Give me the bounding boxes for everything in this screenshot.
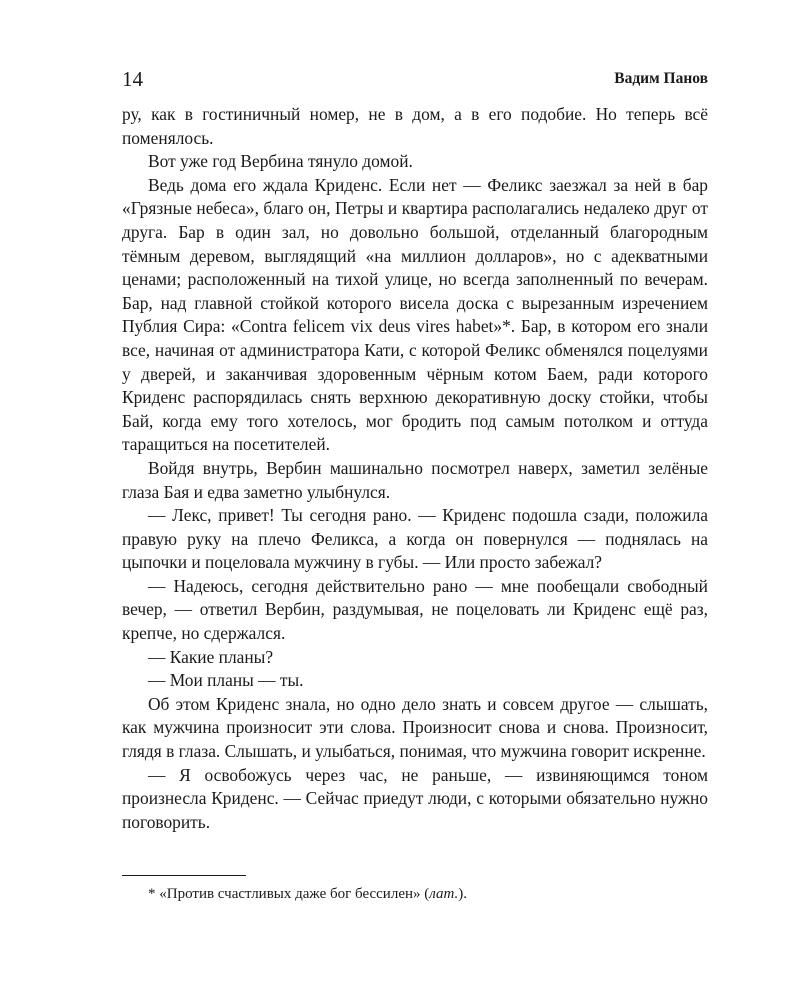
paragraph-9: Об этом Криденс знала, но одно дело знать и совсем другое — слышать, как мужчина произносит эти слова. Произносит снова и снова. Произносит, глядя в глаза. Слышать, и улыбаться, понимая, что мужчина говорит искренне. (122, 693, 708, 762)
body-text (122, 103, 708, 834)
footnote (148, 884, 708, 904)
paragraph-2: Вот уже год Вербина тянуло домой. (148, 151, 413, 172)
footnote-text: * «Против счастливых даже бог бессилен» ( (148, 886, 430, 902)
footnote-language-abbr: лат. (429, 886, 459, 902)
paragraph-10: — Я освобожусь через час, не раньше, — извиняющимся тоном произнесла Криденс. — Сейчас приедут люди, с которыми обязательно нужно поговорить. (122, 764, 708, 832)
running-head-author: Вадим Панов (614, 70, 708, 87)
paragraph-1: ру, как в гостиничный номер, не в дом, а в его подобие. Но теперь всё поменялось. (122, 104, 708, 148)
footnote-tail: ). (458, 886, 467, 902)
paragraph-6: — Надеюсь, сегодня действительно рано — мне пообещали свободный вечер, — ответил Вербин, раздумывая, не поцеловать ли Криденс ещё раз, крепче, но сдержался. (122, 575, 708, 644)
paragraph-7: — Какие планы? (148, 646, 274, 667)
page-header (122, 66, 708, 92)
footnote-divider (122, 875, 246, 876)
paragraph-8: — Мои планы — ты. (148, 670, 304, 691)
paragraph-3: Ведь дома его ждала Криденс. Если нет — Феликс заезжал за ней в бар «Грязные небеса», благо он, Петры и квартира располагались недалеко друг от друга. Бар в один зал, но довольно большой, отделанный благородным тёмным деревом, выглядящий «на миллион долларов», но с адекватными ценами; расположенный на тихой улице, но всегда заполненный по вечерам. Бар, над главной стойкой которого висела доска с вырезанным изречением Публия Сира: «Contra felicem vix deus vires habet»*. Бар, в котором его знали все, начиная от администратора Кати, с которой Феликс обменялся поцелуями у дверей, и заканчивая здоровенным чёрным котом Баем, ради которого Криденс распорядилась снять верхнюю декоративную доску стойки, чтобы Бай, когда ему того хотелось, мог бродить под самым потолком и оттуда таращиться на посетителей. (122, 174, 708, 455)
paragraph-5: — Лекс, привет! Ты сегодня рано. — Криденс подошла сзади, положила правую руку на плечо Феликса, а когда он повернулся — поднялась на цыпочки и поцеловала мужчину в губы. — Или просто забежал? (122, 505, 708, 573)
page-number: 14 (122, 67, 143, 91)
paragraph-4: Войдя внутрь, Вербин машинально посмотрел наверх, заметил зелёные глаза Бая и едва заметно улыбнулся. (122, 457, 708, 502)
